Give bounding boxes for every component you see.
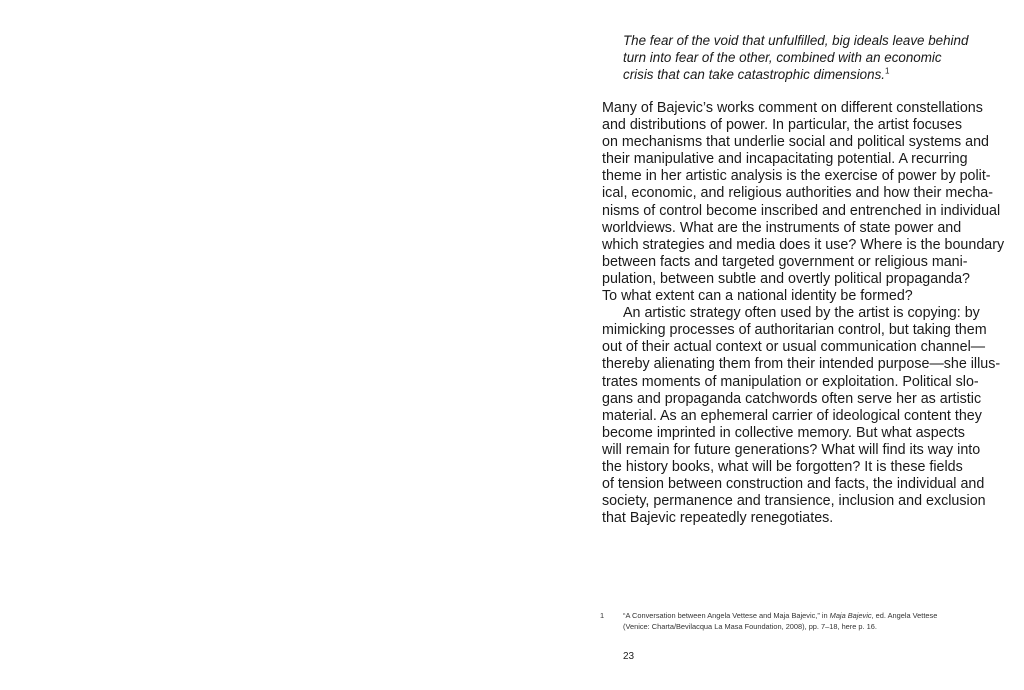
text-line: become imprinted in collective memory. But what aspects xyxy=(602,424,965,441)
text-line: and distributions of power. In particular, the artist focuses xyxy=(602,117,962,134)
text-line: worldviews. What are the instruments of state power and xyxy=(602,219,962,236)
body-text xyxy=(602,100,1005,527)
footnote-citation-start: “A Conversation between Angela Vettese and Maja Bajevic,” in xyxy=(623,611,830,620)
text-line: theme in her artistic analysis is the exercise of power by polit- xyxy=(602,168,991,185)
text-line: that Bajevic repeatedly renegotiates. xyxy=(602,510,834,527)
text-line: out of their actual context or usual communication channel— xyxy=(602,339,986,356)
text-line: will remain for future generations? What will find its way into xyxy=(602,441,981,458)
text-line: material. As an ephemeral carrier of ideological content they xyxy=(602,407,982,424)
paragraph-2 xyxy=(602,305,1001,527)
footnote-book-title: Maja Bajevic xyxy=(829,611,872,620)
footnote-line: (Venice: Charta/Bevilacqua La Masa Foundation, 2008), pp. 7–18, here p. 16. xyxy=(623,622,877,631)
text-line: gans and propaganda catchwords often serve her as artistic xyxy=(602,390,982,407)
text-line: society, permanence and transience, inclusion and exclusion xyxy=(602,493,986,510)
text-line: ical, economic, and religious authorities and how their mecha- xyxy=(602,185,993,202)
text-line: pulation, between subtle and overtly political propaganda? xyxy=(602,270,971,287)
epigraph-line-text: crisis that can take catastrophic dimensions. xyxy=(623,67,885,82)
text-line: trates moments of manipulation or exploitation. Political slo- xyxy=(602,373,979,390)
text-line: mimicking processes of authoritarian control, but taking them xyxy=(602,322,987,339)
text-line: which strategies and media does it use? Where is the boundary xyxy=(602,236,1005,253)
text-line: An artistic strategy often used by the artist is copying: by xyxy=(623,305,980,322)
epigraph-quote xyxy=(623,32,983,83)
epigraph-line: turn into fear of the other, combined with an economic xyxy=(623,50,942,65)
text-line: the history books, what will be forgotten? It is these fields xyxy=(602,458,963,475)
epigraph-line xyxy=(623,66,983,83)
text-line: nisms of control become inscribed and entrenched in individual xyxy=(602,202,1001,219)
footnote-line xyxy=(623,610,983,621)
text-line: their manipulative and incapacitating potential. A recurring xyxy=(602,151,968,168)
text-line: thereby alienating them from their intended purpose—she illus- xyxy=(602,356,1001,373)
text-line: Many of Bajevic’s works comment on different constellations xyxy=(602,100,983,116)
footnote-number: 1 xyxy=(600,611,605,620)
page-number: 23 xyxy=(623,651,635,662)
footnote-citation-editor: , ed. Angela Vettese xyxy=(871,611,938,620)
footnote-text xyxy=(623,610,983,632)
text-line: To what extent can a national identity be formed? xyxy=(602,288,913,305)
text-line: on mechanisms that underlie social and political systems and xyxy=(602,134,990,151)
footnote-reference[interactable]: 1 xyxy=(884,66,890,76)
epigraph-line: The fear of the void that unfulfilled, big ideals leave behind xyxy=(623,33,969,48)
text-line: between facts and targeted government or religious mani- xyxy=(602,253,968,270)
paragraph-1 xyxy=(602,100,1005,305)
text-line: of tension between construction and facts, the individual and xyxy=(602,476,985,493)
